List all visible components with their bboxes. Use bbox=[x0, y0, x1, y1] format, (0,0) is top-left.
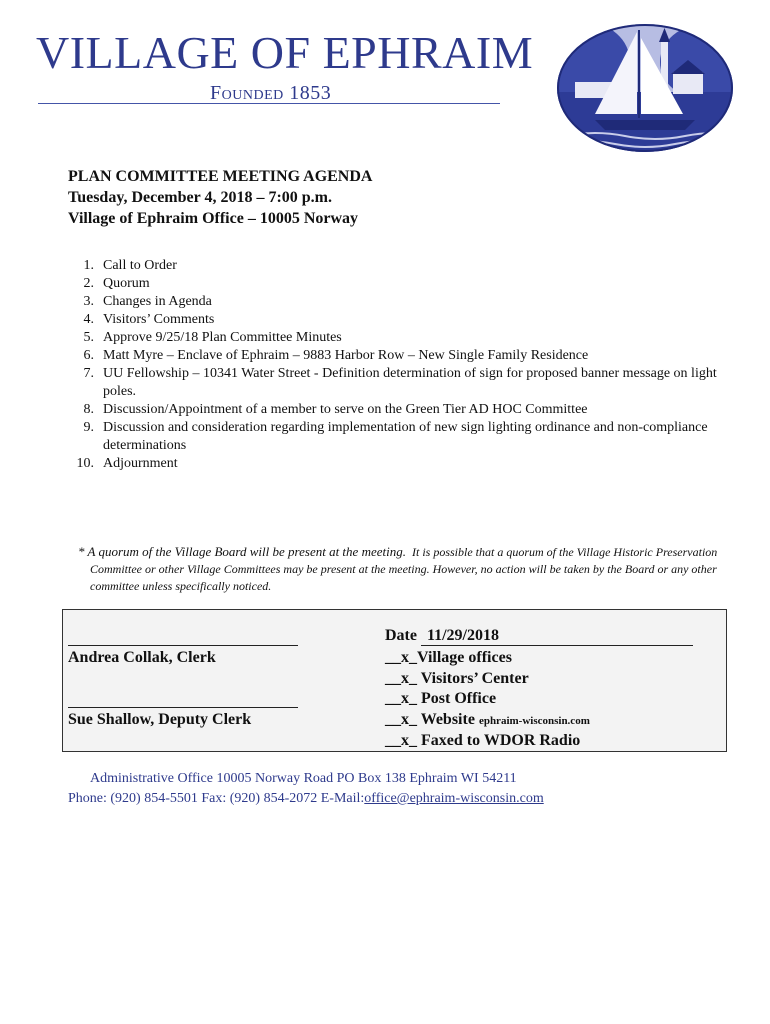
heading-location: Village of Ephraim Office – 10005 Norway bbox=[68, 210, 359, 227]
agenda-item bbox=[68, 329, 728, 347]
agenda-item bbox=[68, 401, 728, 419]
footer-email-link[interactable]: office@ephraim-wisconsin.com bbox=[364, 791, 544, 806]
deputy-signature-line bbox=[68, 707, 298, 708]
agenda-item bbox=[68, 455, 728, 473]
agenda-item-number: 2. bbox=[83, 276, 94, 291]
village-title: VILLAGE OF EPHRAIM bbox=[36, 27, 534, 78]
deputy-clerk-name: Sue Shallow, Deputy Clerk bbox=[68, 711, 252, 728]
agenda-item-number: 5. bbox=[83, 330, 94, 345]
agenda-item-number: 10. bbox=[76, 456, 94, 471]
agenda-item-text: Changes in Agenda bbox=[103, 294, 212, 309]
posted-post-office: __x_ Post Office bbox=[385, 690, 497, 707]
footer-contact bbox=[68, 791, 544, 807]
agenda-item-number: 8. bbox=[83, 402, 94, 417]
quorum-note-detail: It is possible that a quorum of the Village Historic Preservation Committee or other Village Committees may be present at the meeting. However, no action will be taken by the Board or any other committee unless specifically noticed. bbox=[90, 545, 718, 593]
agenda-item-number: 3. bbox=[83, 294, 94, 309]
agenda-item-text: Visitors’ Comments bbox=[103, 312, 215, 327]
agenda-item-text: Quorum bbox=[103, 276, 150, 291]
footer-address: Administrative Office 10005 Norway Road PO Box 138 Ephraim WI 54211 bbox=[90, 771, 517, 786]
agenda-item-text: Discussion/Appointment of a member to serve on the Green Tier AD HOC Committee bbox=[103, 402, 588, 417]
agenda-heading bbox=[68, 166, 372, 229]
agenda-item-text: Matt Myre – Enclave of Ephraim – 9883 Harbor Row – New Single Family Residence bbox=[103, 348, 589, 363]
date-label: Date bbox=[385, 627, 417, 644]
quorum-note-lead: * A quorum of the Village Board will be present at the meeting. bbox=[78, 544, 406, 559]
title-divider bbox=[38, 103, 500, 104]
website-url: ephraim-wisconsin.com bbox=[478, 715, 590, 727]
agenda-item bbox=[68, 419, 728, 455]
agenda-item bbox=[68, 257, 728, 275]
agenda-item-text: Call to Order bbox=[103, 258, 177, 273]
agenda-item-text: UU Fellowship – 10341 Water Street - Definition determination of sign for proposed banner message on light poles. bbox=[103, 366, 717, 399]
agenda-item-number: 7. bbox=[83, 366, 94, 381]
agenda-item-text: Approve 9/25/18 Plan Committee Minutes bbox=[103, 330, 342, 345]
agenda-list bbox=[68, 257, 728, 473]
agenda-item-number: 6. bbox=[83, 348, 94, 363]
heading-title: PLAN COMMITTEE MEETING AGENDA bbox=[68, 168, 373, 185]
founded-subtitle: Founded 1853 bbox=[210, 82, 332, 104]
agenda-item-number: 4. bbox=[83, 312, 94, 327]
date-value: 11/29/2018 bbox=[421, 627, 693, 646]
posted-website-row bbox=[385, 711, 590, 729]
agenda-item bbox=[68, 311, 728, 329]
agenda-item-number: 9. bbox=[83, 420, 94, 435]
posted-village-offices: __x_Village offices bbox=[385, 649, 512, 666]
posted-website: __x_ Website bbox=[385, 711, 475, 728]
footer-phone-fax: Phone: (920) 854-5501 Fax: (920) 854-2072 E-Mail: bbox=[68, 791, 365, 806]
agenda-item-text: Discussion and consideration regarding implementation of new sign lighting ordinance and non-compliance determinations bbox=[103, 420, 708, 453]
posting-date-row bbox=[385, 627, 693, 646]
agenda-item-text: Adjournment bbox=[103, 456, 178, 471]
agenda-item bbox=[68, 365, 728, 401]
clerk-signature-line bbox=[68, 645, 298, 646]
clerk-name: Andrea Collak, Clerk bbox=[68, 649, 216, 666]
quorum-note bbox=[78, 543, 740, 595]
agenda-item bbox=[68, 347, 728, 365]
heading-date: Tuesday, December 4, 2018 – 7:00 p.m. bbox=[68, 189, 332, 206]
posted-visitors-center: __x_ Visitors’ Center bbox=[385, 670, 529, 687]
posted-faxed-radio: __x_ Faxed to WDOR Radio bbox=[385, 732, 581, 749]
agenda-item bbox=[68, 275, 728, 293]
agenda-item bbox=[68, 293, 728, 311]
posting-signature-box bbox=[62, 609, 727, 752]
sailboat-seal-icon bbox=[555, 22, 735, 154]
agenda-item-number: 1. bbox=[83, 258, 94, 273]
